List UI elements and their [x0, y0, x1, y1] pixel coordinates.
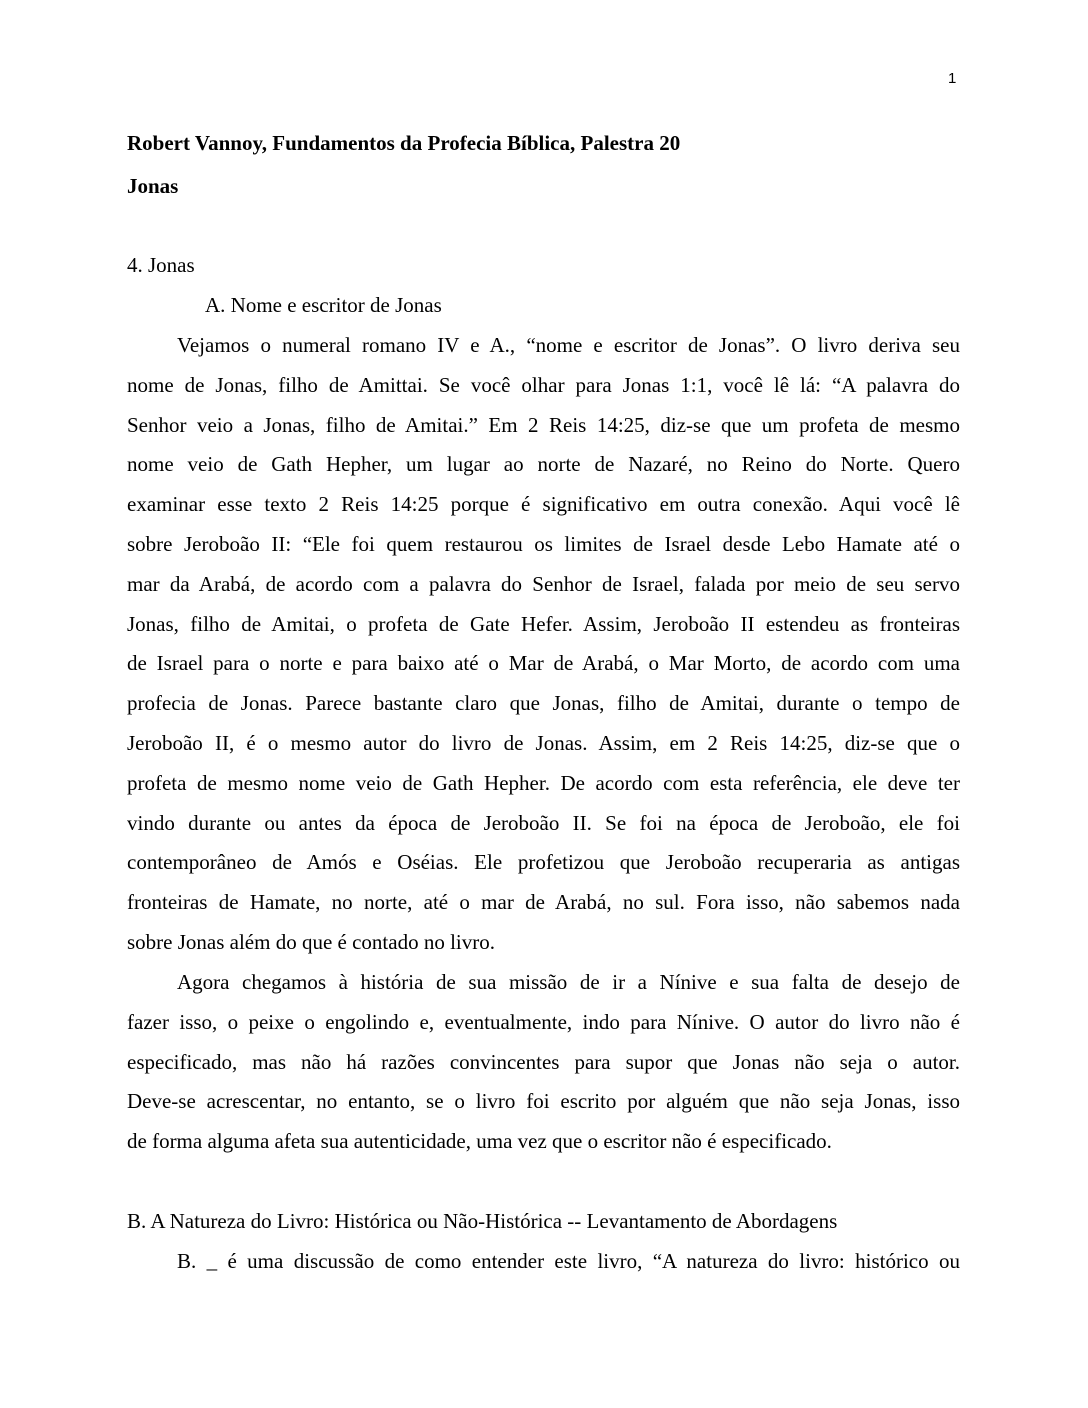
subsection-heading-a: A. Nome e escritor de Jonas [205, 293, 442, 317]
text-line: examinar esse texto 2 Reis 14:25 porque é significativo em outra conexão. Aqui você lê [127, 492, 960, 517]
text-line: Vejamos o numeral romano IV e A., “nome e escritor de Jonas”. O livro deriva seu [177, 333, 960, 357]
text-line: nome de Jonas, filho de Amittai. Se você olhar para Jonas 1:1, você lê lá: “A palavra do [127, 372, 960, 397]
subsection-heading-b: B. A Natureza do Livro: Histórica ou Não-Histórica -- Levantamento de Abordagens [127, 1209, 838, 1233]
section-heading: 4. Jonas [127, 253, 195, 277]
text-line: mar da Arabá, de acordo com a palavra do Senhor de Israel, falada por meio de seu servo [127, 571, 960, 596]
text-line: sobre Jeroboão II: “Ele foi quem restaurou os limites de Israel desde Lebo Hamate até o [127, 532, 960, 556]
document-title: Robert Vannoy, Fundamentos da Profecia Bíblica, Palestra 20 [127, 131, 681, 155]
text-line: B. _ é uma discussão de como entender este livro, “A natureza do livro: histórico ou [177, 1249, 960, 1273]
text-line: Senhor veio a Jonas, filho de Amitai.” Em 2 Reis 14:25, diz-se que um profeta de mesmo [127, 412, 960, 437]
text-line: de Israel para o norte e para baixo até o Mar de Arabá, o Mar Morto, de acordo com uma [127, 651, 960, 676]
text-line: contemporâneo de Amós e Oséias. Ele profetizou que Jeroboão recuperaria as antigas [127, 850, 960, 875]
text-line: profecia de Jonas. Parece bastante claro que Jonas, filho de Amitai, durante o tempo de [127, 691, 960, 716]
text-line: profeta de mesmo nome veio de Gath Hepher. De acordo com esta referência, ele deve ter [127, 770, 960, 795]
text-line: Jonas, filho de Amitai, o profeta de Gate Hefer. Assim, Jeroboão II estendeu as fronteiras [127, 611, 960, 636]
document-subtitle: Jonas [127, 174, 179, 198]
text-line: Deve-se acrescentar, no entanto, se o livro foi escrito por alguém que não seja Jonas, isso [127, 1089, 960, 1114]
text-line: especificado, mas não há razões convincentes para supor que Jonas não seja o autor. [127, 1049, 960, 1074]
text-line: nome veio de Gath Hepher, um lugar ao norte de Nazaré, no Reino do Norte. Quero [127, 452, 960, 477]
text-line: vindo durante ou antes da época de Jeroboão II. Se foi na época de Jeroboão, ele foi [127, 810, 960, 835]
text-line: fazer isso, o peixe o engolindo e, eventualmente, indo para Nínive. O autor do livro não é [127, 1009, 960, 1034]
text-line: fronteiras de Hamate, no norte, até o mar de Arabá, no sul. Fora isso, não sabemos nada [127, 890, 960, 915]
text-line: Jeroboão II, é o mesmo autor do livro de Jonas. Assim, em 2 Reis 14:25, diz-se que o [127, 731, 960, 755]
text-line: sobre Jonas além do que é contado no livro. [127, 930, 495, 954]
text-line: Agora chegamos à história de sua missão de ir a Nínive e sua falta de desejo de [177, 970, 960, 994]
page-number: 1 [948, 70, 957, 87]
text-line: de forma alguma afeta sua autenticidade, uma vez que o escritor não é especificado. [127, 1129, 832, 1154]
